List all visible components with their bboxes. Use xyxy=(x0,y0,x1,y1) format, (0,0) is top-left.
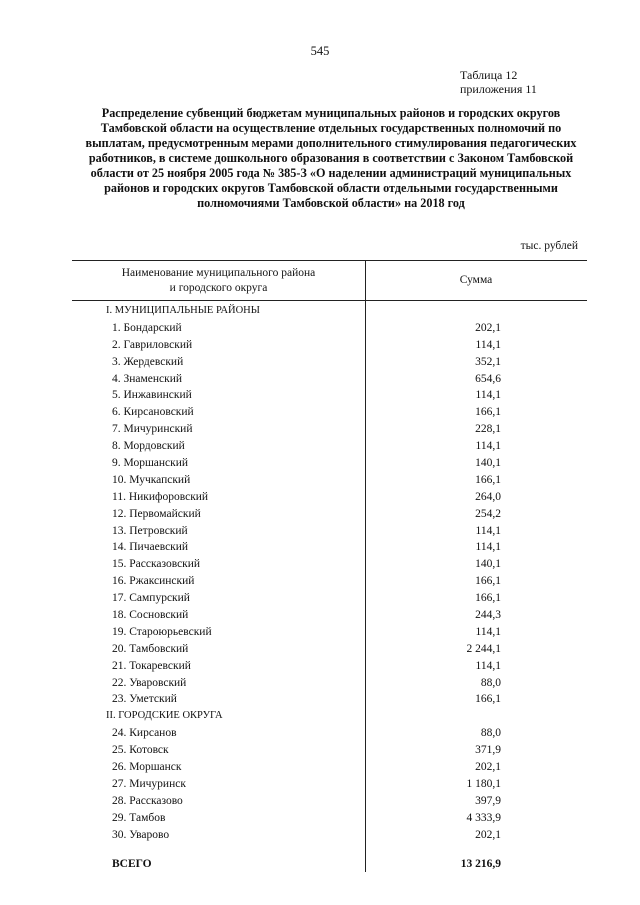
table-row xyxy=(72,658,587,675)
row-name: 23. Уметский xyxy=(112,693,177,706)
row-name: 25. Котовск xyxy=(112,744,169,757)
table-reference xyxy=(460,68,537,96)
row-value: 114,1 xyxy=(475,389,501,402)
row-name: 8. Мордовский xyxy=(112,440,185,453)
row-name: 4. Знаменский xyxy=(112,372,183,385)
row-value: 88,0 xyxy=(480,676,501,689)
section-heading: II. ГОРОДСКИЕ ОКРУГА xyxy=(106,710,223,722)
row-name: 2. Гавриловский xyxy=(112,338,193,351)
table-row xyxy=(72,641,587,658)
row-value: 114,1 xyxy=(475,659,501,672)
row-value: 114,1 xyxy=(475,541,501,554)
table-row xyxy=(72,337,587,354)
row-value: 166,1 xyxy=(475,406,501,419)
row-value: 166,1 xyxy=(475,693,501,706)
row-value: 228,1 xyxy=(475,423,501,436)
row-value: 202,1 xyxy=(475,321,501,334)
table-row xyxy=(72,320,587,337)
table-row xyxy=(72,455,587,472)
row-name: 6. Кирсановский xyxy=(112,406,194,419)
row-name: 15. Рассказовский xyxy=(112,558,201,571)
table-row xyxy=(72,404,587,421)
section-heading: I. МУНИЦИПАЛЬНЫЕ РАЙОНЫ xyxy=(106,305,260,316)
row-name: 24. Кирсанов xyxy=(112,727,177,740)
table-row xyxy=(72,810,587,827)
row-name: 18. Сосновский xyxy=(112,609,189,622)
row-name: 30. Уварово xyxy=(112,828,170,841)
row-value: 140,1 xyxy=(475,558,501,571)
row-value: 166,1 xyxy=(475,592,501,605)
total-value: 13 216,9 xyxy=(460,858,501,870)
row-value: 202,1 xyxy=(475,828,501,841)
page-number: 545 xyxy=(310,44,330,58)
table-number: Таблица 12 xyxy=(460,68,518,82)
row-name: 7. Мичуринский xyxy=(112,423,193,436)
unit-label: тыс. рублей xyxy=(520,240,578,252)
row-name: 1. Бондарский xyxy=(112,321,182,334)
row-name: 21. Токаревский xyxy=(112,659,191,672)
table-row xyxy=(72,421,587,438)
row-name: 26. Моршанск xyxy=(112,761,182,774)
column-header-sum: Сумма xyxy=(459,274,493,286)
table-row xyxy=(72,827,587,844)
row-value: 264,0 xyxy=(475,490,501,503)
row-value: 166,1 xyxy=(475,473,501,486)
row-name: 14. Пичаевский xyxy=(112,541,189,554)
table-row xyxy=(72,472,587,489)
table-row xyxy=(72,742,587,759)
row-name: 22. Уваровский xyxy=(112,676,187,689)
row-value: 114,1 xyxy=(475,338,501,351)
table-row xyxy=(72,590,587,607)
table-row xyxy=(72,691,587,708)
table-row xyxy=(72,573,587,590)
row-name: 17. Сампурский xyxy=(112,592,190,605)
row-name: 19. Староюрьевский xyxy=(112,625,212,638)
row-value: 88,0 xyxy=(480,727,501,740)
section-heading-row xyxy=(72,303,587,320)
row-value: 352,1 xyxy=(475,355,501,368)
table-row xyxy=(72,793,587,810)
row-name: 3. Жердевский xyxy=(112,355,184,368)
table-row xyxy=(72,776,587,793)
row-value: 244,3 xyxy=(475,609,501,622)
column-header-name: Наименование муниципального района и городского округа xyxy=(121,267,316,294)
row-name: 13. Петровский xyxy=(112,524,188,537)
row-value: 654,6 xyxy=(475,372,501,385)
row-name: 16. Ржаксинский xyxy=(112,575,195,588)
table-row xyxy=(72,624,587,641)
header-bottom-border xyxy=(72,300,587,301)
row-name: 12. Первомайский xyxy=(112,507,201,520)
table-top-border xyxy=(72,260,587,261)
row-value: 166,1 xyxy=(475,575,501,588)
row-value: 4 333,9 xyxy=(466,811,501,824)
row-value: 1 180,1 xyxy=(466,777,501,790)
table-row xyxy=(72,354,587,371)
row-value: 114,1 xyxy=(475,625,501,638)
table-row xyxy=(72,523,587,540)
row-name: 10. Мучкапский xyxy=(112,473,191,486)
row-value: 140,1 xyxy=(475,457,501,470)
table-row xyxy=(72,438,587,455)
row-value: 397,9 xyxy=(475,794,501,807)
row-name: 27. Мичуринск xyxy=(112,777,186,790)
row-value: 2 244,1 xyxy=(466,642,501,655)
row-name: 5. Инжавинский xyxy=(112,389,192,402)
table-row xyxy=(72,556,587,573)
table-row xyxy=(72,675,587,692)
total-row xyxy=(72,855,587,873)
row-value: 202,1 xyxy=(475,761,501,774)
row-name: 29. Тамбов xyxy=(112,811,166,824)
section-heading-row xyxy=(72,708,587,725)
table-row xyxy=(72,371,587,388)
row-name: 9. Моршанский xyxy=(112,457,189,470)
row-value: 114,1 xyxy=(475,524,501,537)
total-label: ВСЕГО xyxy=(112,858,152,870)
document-title: Распределение субвенций бюджетам муниципальных районов и городских округов Тамбовской области на осуществление отдельных государственных полномочий по выплатам, предусмотренным мерами дополнительного стимулирования педагогических работников, в системе дошкольного образования в соответствии с Законом Тамбовской области от 25 ноября 2005 года № 385-З «О наделении администраций муниципальных районов и городских округов Тамбовской области отдельными государственными полномочиями Тамбовской области» на 2018 год xyxy=(85,106,577,210)
table-row xyxy=(72,387,587,404)
row-value: 114,1 xyxy=(475,440,501,453)
table-row xyxy=(72,539,587,556)
row-name: 11. Никифоровский xyxy=(112,490,209,503)
row-name: 28. Рассказово xyxy=(112,794,183,807)
row-value: 371,9 xyxy=(475,744,501,757)
table-row xyxy=(72,489,587,506)
table-row xyxy=(72,607,587,624)
appendix-number: приложения 11 xyxy=(460,82,537,96)
table-row xyxy=(72,506,587,523)
table-body xyxy=(72,303,587,844)
table-row xyxy=(72,725,587,742)
row-name: 20. Тамбовский xyxy=(112,642,189,655)
row-value: 254,2 xyxy=(475,507,501,520)
table-row xyxy=(72,759,587,776)
